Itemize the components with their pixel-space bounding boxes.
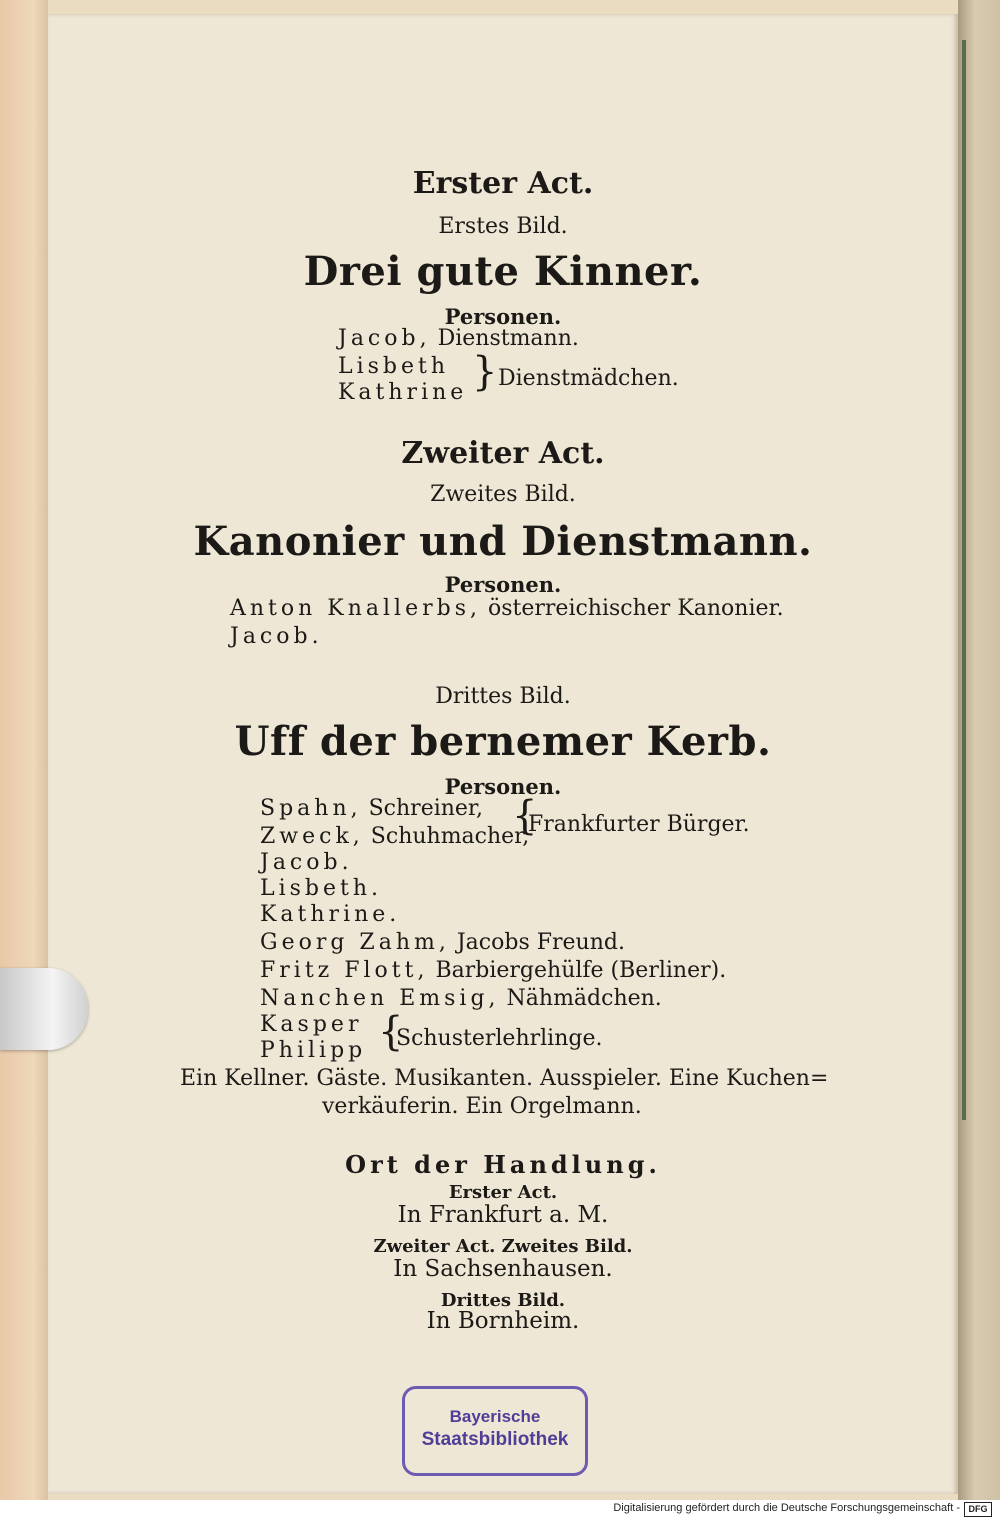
cast-role: Dienstmädchen. — [498, 366, 679, 391]
cast-role: Nähmädchen. — [506, 986, 662, 1011]
cast-name: Kathrine — [338, 380, 468, 405]
ort-bild3: Drittes Bild. — [440, 1290, 566, 1311]
brace-icon: } — [472, 349, 498, 395]
extras-line: verkäuferin. Ein Orgelmann. — [322, 1094, 642, 1119]
act2-bild: Zweites Bild. — [430, 482, 576, 507]
cast-name: Zweck, — [260, 824, 364, 849]
cast-item — [230, 596, 784, 621]
footer-text: Digitalisierung gefördert durch die Deutsche Forschungsgemeinschaft - — [613, 1502, 960, 1514]
library-stamp — [402, 1386, 588, 1476]
group-label: Schusterlehrlinge. — [396, 1026, 603, 1051]
ort-place1: In Frankfurt a. M. — [397, 1202, 609, 1228]
bild3-personen: Personen. — [444, 774, 562, 799]
group-label: Frankfurter Bürger. — [528, 812, 750, 837]
ort-title: Ort der Handlung. — [345, 1150, 661, 1179]
cast-role: Dienstmann. — [437, 326, 579, 351]
bild3-heading: Drittes Bild. — [435, 684, 571, 709]
act1-bild: Erstes Bild. — [438, 214, 568, 239]
extras-line: Ein Kellner. Gäste. Musikanten. Ausspieler. Eine Kuchen= — [180, 1066, 829, 1091]
cast-name: Nanchen Emsig, — [260, 986, 500, 1011]
cast-name: Philipp — [260, 1038, 367, 1063]
cast-item — [260, 824, 529, 849]
cast-name: Lisbeth — [338, 354, 450, 379]
brace-icon: { — [378, 1009, 404, 1055]
cast-name: Jacob. — [260, 850, 353, 875]
cast-role: Schuhmacher, — [370, 824, 530, 849]
stamp-line1: Bayerische — [449, 1407, 541, 1426]
footer-bar — [0, 1500, 1000, 1519]
cast-name: Spahn, — [260, 796, 362, 821]
binding-thread — [962, 40, 966, 1120]
cast-item — [260, 930, 625, 955]
act1-title: Drei gute Kinner. — [303, 248, 703, 295]
cast-item — [338, 326, 579, 351]
cast-role: Schreiner, — [368, 796, 484, 821]
stamp-line2: Staatsbibliothek — [421, 1429, 569, 1450]
cast-role: Barbiergehülfe (Berliner). — [435, 958, 727, 983]
act2-title: Kanonier und Dienstmann. — [193, 518, 813, 565]
page-edge-left — [0, 0, 48, 1500]
page-content — [48, 0, 958, 1480]
bild3-title: Uff der bernemer Kerb. — [234, 718, 772, 765]
cast-name: Fritz Flott, — [260, 958, 429, 983]
cast-name: Jacob. — [230, 624, 323, 649]
ort-place2: In Sachsenhausen. — [393, 1256, 613, 1282]
act1-heading: Erster Act. — [412, 166, 594, 201]
act1-personen: Personen. — [444, 304, 562, 329]
cast-name: Jacob, — [338, 326, 431, 351]
cast-name: Anton Knallerbs, — [230, 596, 481, 621]
cast-name: Kathrine. — [260, 902, 401, 927]
cast-item — [260, 796, 483, 821]
cast-name: Georg Zahm, — [260, 930, 450, 955]
cast-role: österreichischer Kanonier. — [488, 596, 784, 621]
ort-place3: In Bornheim. — [426, 1308, 580, 1334]
cast-name: Lisbeth. — [260, 876, 383, 901]
brace-icon: { — [512, 793, 538, 839]
ort-act1: Erster Act. — [448, 1182, 558, 1203]
dfg-logo-icon: DFG — [964, 1502, 992, 1517]
cast-item — [260, 958, 726, 983]
cast-role: Jacobs Freund. — [456, 930, 625, 955]
act2-personen: Personen. — [444, 572, 562, 597]
cast-name: Kasper — [260, 1012, 363, 1037]
ort-act2: Zweiter Act. Zweites Bild. — [373, 1236, 633, 1257]
cast-item — [260, 986, 662, 1011]
act2-heading: Zweiter Act. — [401, 436, 605, 471]
